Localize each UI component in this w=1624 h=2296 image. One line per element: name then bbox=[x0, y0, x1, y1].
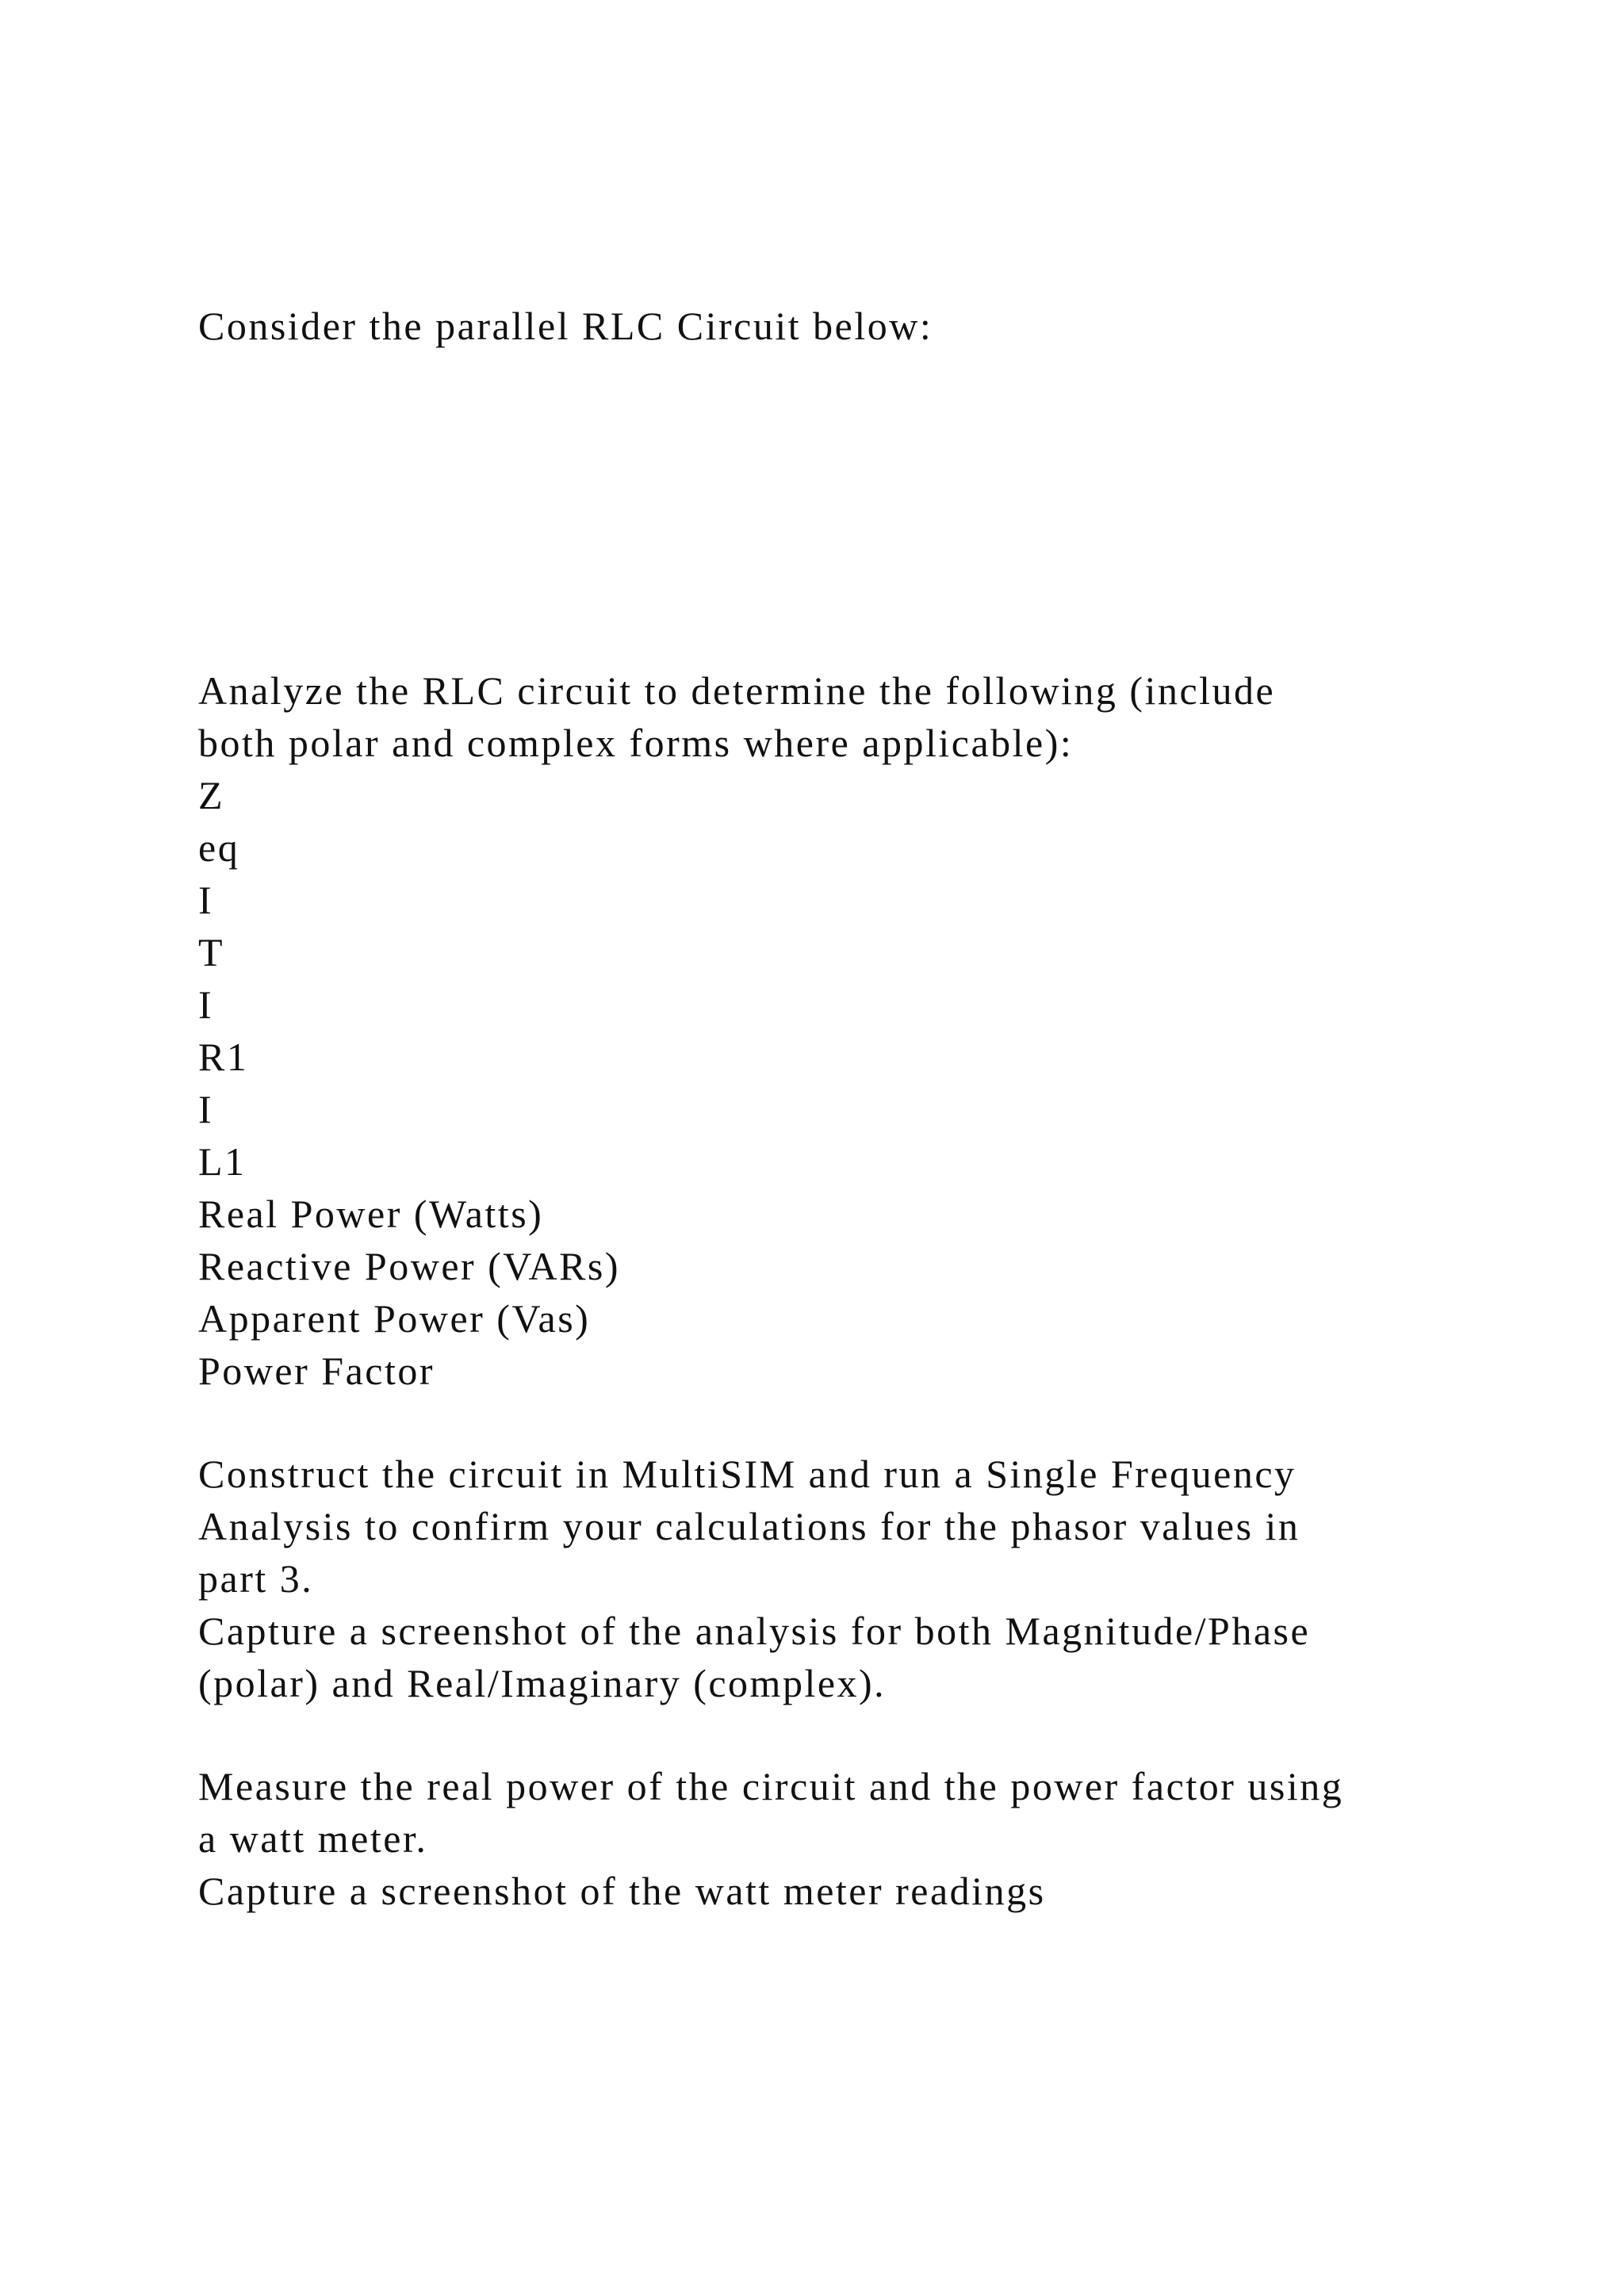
quantity-item: I bbox=[198, 982, 214, 1027]
quantity-item: eq bbox=[198, 825, 240, 870]
quantity-item: L1 bbox=[198, 1139, 247, 1184]
wattmeter-instruction-line: Capture a screenshot of the watt meter readings bbox=[198, 1869, 1046, 1913]
quantity-item: Apparent Power (Vas) bbox=[198, 1296, 591, 1341]
quantity-item: Z bbox=[198, 773, 225, 817]
multisim-section bbox=[198, 1448, 1507, 1709]
analysis-instruction-line: Analyze the RLC circuit to determine the following (include bbox=[198, 668, 1276, 713]
quantity-item: Power Factor bbox=[198, 1349, 435, 1393]
quantity-item: T bbox=[198, 930, 225, 974]
multisim-instruction-line: (polar) and Real/Imaginary (complex). bbox=[198, 1661, 887, 1705]
quantity-item: I bbox=[198, 1087, 214, 1131]
quantity-item: I bbox=[198, 878, 214, 922]
intro-section bbox=[198, 300, 1507, 352]
multisim-instruction-line: Construct the circuit in MultiSIM and run a Single Frequency bbox=[198, 1452, 1297, 1496]
analysis-section bbox=[198, 664, 1507, 1397]
wattmeter-section bbox=[198, 1760, 1507, 1917]
multisim-instruction-line: part 3. bbox=[198, 1556, 314, 1601]
quantity-item: Reactive Power (VARs) bbox=[198, 1244, 621, 1288]
wattmeter-instruction-line: a watt meter. bbox=[198, 1816, 428, 1861]
multisim-instruction-line: Analysis to confirm your calculations for the phasor values in bbox=[198, 1504, 1300, 1548]
analysis-instruction-line: both polar and complex forms where applicable): bbox=[198, 721, 1074, 765]
quantity-item: Real Power (Watts) bbox=[198, 1192, 544, 1236]
wattmeter-instruction-line: Measure the real power of the circuit and the power factor using bbox=[198, 1764, 1344, 1808]
intro-text: Consider the parallel RLC Circuit below: bbox=[198, 304, 933, 348]
quantity-item: R1 bbox=[198, 1035, 249, 1079]
multisim-instruction-line: Capture a screenshot of the analysis for both Magnitude/Phase bbox=[198, 1609, 1311, 1653]
